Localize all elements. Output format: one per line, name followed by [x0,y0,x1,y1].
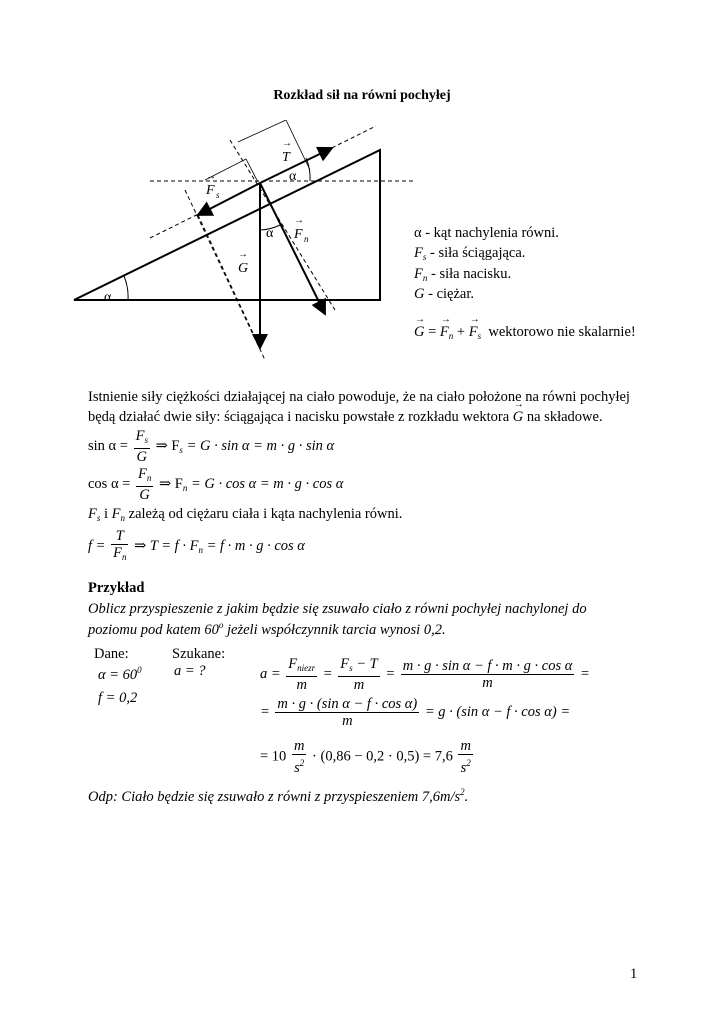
solution-row-3: = 10 $\frac{m}{s^2}$ · (0,86 − 0,2 · 0,5) = 7,6 $\frac{m}{s^2}$ [260,738,471,776]
svg-text:→: → [238,249,248,260]
svg-text:→: → [294,215,304,226]
given-f: f = 0,2 [98,690,138,706]
incline-triangle [74,150,380,300]
legend-fn: $F_n$ - siła nacisku. [414,266,512,283]
equation-cos: cos α = $\frac{F_n}{G}$ ⇒ $F_n = G \cdot \cos \alpha = m \cdot g \cdot \cos \alpha$ [88,466,344,503]
given-label: Dane: [94,646,129,662]
vector-equation: → G = → $F_n$ + → $F_s$ wektorowo nie skalarnie! [414,324,636,341]
page-number: 1 [630,966,638,982]
T-label: T [282,150,290,165]
dependency-note: $F_s$ i $F_n$ zależą od ciężaru ciała i kąta nachylenia równi. [88,506,403,523]
page-title: Rozkład sił na równi pochyłej [273,88,451,103]
legend-fs: $F_s$ - siła ściągająca. [414,245,526,262]
G-label: G [238,261,249,276]
sought-a: a = ? [174,663,206,679]
Fn-label: F [294,227,303,242]
legend-g: G - ciężar. [414,286,474,302]
inclined-plane-diagram [70,120,430,370]
intro-line-1: Istnienie siły ciężkości działającej na ciało powoduje, że na ciało położone na równi pochyłej [88,389,630,405]
sought-label: Szukane: [172,646,226,662]
equation-sin: sin α = $\frac{F_s}{G}$ ⇒ $F_s = G \cdot \sin \alpha = m \cdot g \cdot \sin \alpha$ [88,428,335,465]
alpha-base-label: α [104,290,112,305]
svg-text:s: s [216,190,220,200]
example-task-line-2: poziomu pod katem 60$^o$ jeżeli współczynnik tarcia wynosi 0,2. [88,620,446,638]
svg-text:→: → [206,171,216,182]
example-heading: Przykład [88,580,145,596]
solution-row-2: = $\frac{\text{m · g · (sin α − f · cos α)}}{m}$ = g · (sin α − f · cos α) = [260,696,571,729]
Fs-label: F [206,183,215,198]
equation-friction: f = $\frac{T}{F_n}$ ⇒ $T = f \cdot F_n = f \cdot m \cdot g \cdot \cos \alpha$ [88,528,305,562]
answer: Odp: Ciało będzie się zsuwało z równi z przyspieszeniem $7,6m/s^2$. [88,787,469,805]
given-alpha: $\alpha = 60^0$ [98,665,142,683]
solution-row-1: a = $\frac{F_{niezr}}{m}$ = $\frac{F_s - T}{m}$ = $\frac{\text{m · g · sin α − f · m · g · cos α}}{m}$ = [260,656,590,693]
alpha-mid-label: α [266,226,274,241]
example-task-line-1: Oblicz przyspieszenie z jakim będzie się zsuwało ciało z równi pochyłej nachylonej do [88,601,587,617]
svg-text:→: → [282,138,292,149]
alpha-top-label: α [289,169,297,184]
intro-line-2: będą działać dwie siły: ściągająca i nacisku powstałe z rozkładu wektora → G na składowe. [88,409,603,426]
legend-alpha: α - kąt nachylenia równi. [414,225,559,241]
svg-text:n: n [304,234,309,244]
